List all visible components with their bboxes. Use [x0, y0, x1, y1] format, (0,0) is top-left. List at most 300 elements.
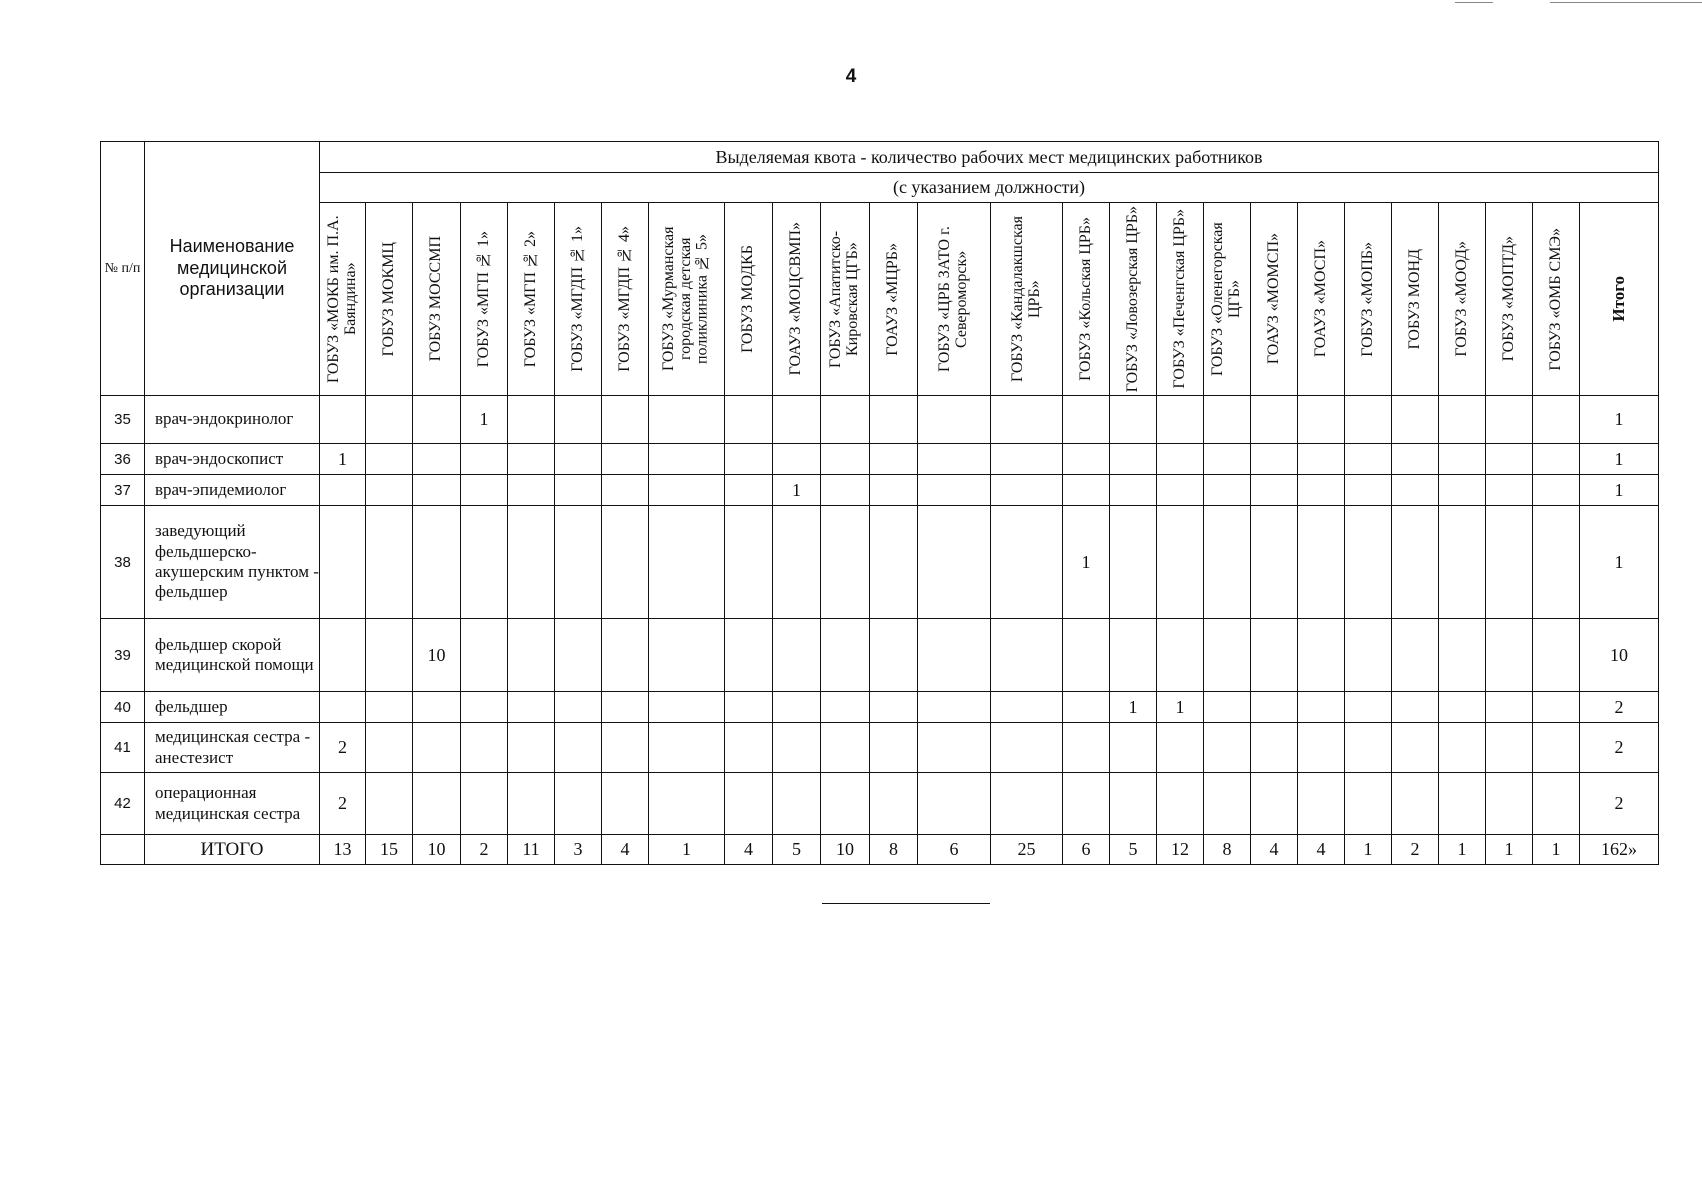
org-column-header — [320, 203, 366, 396]
quota-cell — [821, 619, 870, 692]
quota-cell — [1157, 723, 1204, 773]
org-column-label: ГОБУЗ «ОМБ СМЭ» — [1546, 227, 1564, 371]
quota-cell — [602, 396, 649, 444]
quota-cell — [320, 506, 366, 619]
position-name: операционная медицинская сестра — [145, 773, 320, 835]
org-column-label: ГОБУЗ «Апатитско-Кировская ЦГБ» — [827, 230, 861, 368]
quota-cell — [1204, 506, 1251, 619]
quota-cell — [1251, 444, 1298, 475]
position-name: фельдшер скорой медицинской помощи — [145, 619, 320, 692]
quota-cell — [1439, 396, 1486, 444]
quota-cell — [555, 444, 602, 475]
quota-cell — [555, 619, 602, 692]
header-num: № п/п — [101, 142, 145, 396]
row-number: 36 — [101, 444, 145, 475]
org-column-header — [773, 203, 821, 396]
quota-cell — [870, 773, 918, 835]
totals-cell: 1 — [1439, 835, 1486, 865]
org-column-label: ГОБУЗ «Кольская ЦРБ» — [1076, 217, 1094, 381]
quota-cell — [602, 506, 649, 619]
totals-cell: 4 — [725, 835, 773, 865]
quota-cell — [918, 475, 991, 506]
totals-cell: 6 — [918, 835, 991, 865]
quota-cell — [555, 773, 602, 835]
org-column-header — [1345, 203, 1392, 396]
quota-cell — [918, 723, 991, 773]
quota-cell — [649, 619, 725, 692]
quota-cell — [918, 396, 991, 444]
quota-cell — [773, 619, 821, 692]
quota-cell — [1486, 692, 1533, 723]
quota-cell — [821, 444, 870, 475]
row-number: 37 — [101, 475, 145, 506]
org-column-label: ГОБУЗ МОССМП — [427, 236, 445, 362]
org-column-header — [1251, 203, 1298, 396]
quota-cell — [508, 506, 555, 619]
quota-cell — [649, 692, 725, 723]
org-column-header — [1157, 203, 1204, 396]
org-column-header — [1533, 203, 1580, 396]
quota-cell — [991, 444, 1063, 475]
quota-cell — [1486, 396, 1533, 444]
quota-cell — [555, 692, 602, 723]
org-column-label: ГОБУЗ «ЦРБ ЗАТО г. Североморск» — [936, 226, 970, 372]
quota-cell — [1063, 619, 1110, 692]
quota-cell — [1486, 723, 1533, 773]
quota-cell — [870, 506, 918, 619]
quota-cell — [918, 773, 991, 835]
position-name: заведующий фельдшерско-акушерским пунктом - фельдшер — [145, 506, 320, 619]
totals-label: ИТОГО — [145, 835, 320, 865]
totals-cell: 10 — [821, 835, 870, 865]
org-column-header — [555, 203, 602, 396]
header-quota: Выделяемая квота - количество рабочих мест медицинских работников — [320, 142, 1659, 173]
quota-cell — [1204, 396, 1251, 444]
quota-cell — [508, 444, 555, 475]
quota-cell — [725, 396, 773, 444]
totals-cell: 2 — [1392, 835, 1439, 865]
quota-cell — [366, 475, 413, 506]
quota-cell — [413, 692, 461, 723]
org-column-header — [1392, 203, 1439, 396]
quota-cell — [1486, 444, 1533, 475]
position-name: врач-эндокринолог — [145, 396, 320, 444]
quota-cell — [1486, 475, 1533, 506]
quota-cell — [918, 506, 991, 619]
quota-cell — [1392, 506, 1439, 619]
row-number: 35 — [101, 396, 145, 444]
quota-cell — [1298, 444, 1345, 475]
org-column-label: ГОБУЗ МОНД — [1405, 248, 1423, 350]
org-column-header — [649, 203, 725, 396]
quota-cell — [320, 396, 366, 444]
quota-cell — [602, 692, 649, 723]
totals-cell: 12 — [1157, 835, 1204, 865]
quota-cell: 1 — [1110, 692, 1157, 723]
totals-cell: 5 — [1110, 835, 1157, 865]
quota-cell — [1345, 396, 1392, 444]
quota-cell — [773, 396, 821, 444]
quota-cell — [366, 723, 413, 773]
org-column-label: ГОБУЗ МОДКБ — [739, 245, 757, 353]
grand-total: 162» — [1580, 835, 1659, 865]
quota-cell — [602, 773, 649, 835]
quota-cell — [1298, 692, 1345, 723]
quota-cell — [918, 619, 991, 692]
org-column-label: ГОАУЗ «МОЦСВМП» — [787, 222, 805, 376]
quota-cell — [1392, 692, 1439, 723]
row-total: 1 — [1580, 506, 1659, 619]
quota-cell — [991, 692, 1063, 723]
quota-cell — [725, 444, 773, 475]
quota-cell: 1 — [1063, 506, 1110, 619]
scan-artifact-line — [1550, 2, 1702, 3]
quota-cell: 1 — [320, 444, 366, 475]
quota-cell — [649, 475, 725, 506]
org-column-label: ГОБУЗ «МОКБ им. П.А. Баяндина» — [324, 215, 359, 383]
quota-cell — [413, 773, 461, 835]
quota-cell — [1533, 475, 1580, 506]
quota-cell — [991, 506, 1063, 619]
header-organization-name: Наименование медицинской организации — [145, 142, 320, 396]
totals-cell: 3 — [555, 835, 602, 865]
quota-table — [100, 141, 1659, 865]
totals-cell: 1 — [1345, 835, 1392, 865]
quota-cell — [1392, 396, 1439, 444]
quota-cell — [1345, 692, 1392, 723]
quota-cell — [725, 692, 773, 723]
position-name: врач-эпидемиолог — [145, 475, 320, 506]
quota-cell — [508, 773, 555, 835]
quota-cell — [821, 773, 870, 835]
quota-cell — [1157, 396, 1204, 444]
total-column-label: Итого — [1609, 276, 1629, 322]
quota-cell — [1439, 619, 1486, 692]
quota-cell — [991, 773, 1063, 835]
table-row — [101, 723, 1659, 773]
quota-cell — [1439, 444, 1486, 475]
row-number: 39 — [101, 619, 145, 692]
quota-cell — [366, 773, 413, 835]
org-column-label: ГОБУЗ «Мурманская городская детская поликлиника № 5» — [660, 226, 711, 372]
quota-cell — [725, 506, 773, 619]
total-column-header — [1580, 203, 1659, 396]
quota-cell — [725, 619, 773, 692]
quota-cell — [1533, 444, 1580, 475]
quota-cell — [1392, 773, 1439, 835]
org-column-label: ГОБУЗ МОКМЦ — [379, 241, 397, 357]
totals-cell: 2 — [461, 835, 508, 865]
quota-cell — [1204, 444, 1251, 475]
quota-cell — [821, 506, 870, 619]
org-column-label: ГОБУЗ «Ловозерская ЦРБ» — [1123, 205, 1141, 393]
quota-cell — [870, 475, 918, 506]
quota-cell — [1110, 773, 1157, 835]
quota-cell — [1298, 475, 1345, 506]
quota-cell — [461, 444, 508, 475]
row-number: 41 — [101, 723, 145, 773]
quota-cell — [1345, 619, 1392, 692]
quota-cell — [1439, 723, 1486, 773]
quota-cell — [725, 475, 773, 506]
quota-cell — [508, 723, 555, 773]
org-column-label: ГОАУЗ «МЦРБ» — [884, 242, 902, 356]
quota-cell — [773, 506, 821, 619]
quota-cell — [366, 396, 413, 444]
org-column-header — [602, 203, 649, 396]
quota-cell — [1063, 475, 1110, 506]
totals-cell: 1 — [1486, 835, 1533, 865]
quota-cell — [413, 396, 461, 444]
org-column-label: ГОБУЗ «Кандалакшская ЦРБ» — [1008, 216, 1043, 382]
quota-cell — [1204, 692, 1251, 723]
totals-cell: 25 — [991, 835, 1063, 865]
quota-cell — [870, 723, 918, 773]
quota-cell — [1063, 773, 1110, 835]
quota-cell — [1392, 723, 1439, 773]
quota-cell — [649, 396, 725, 444]
org-column-label: ГОБУЗ «МОПТД» — [1499, 236, 1517, 362]
quota-cell — [1345, 723, 1392, 773]
table-row — [101, 692, 1659, 723]
quota-cell — [1533, 723, 1580, 773]
totals-cell: 1 — [649, 835, 725, 865]
quota-cell — [1345, 773, 1392, 835]
quota-cell — [508, 396, 555, 444]
quota-cell: 2 — [320, 723, 366, 773]
quota-cell — [1533, 619, 1580, 692]
quota-cell — [1345, 475, 1392, 506]
quota-cell — [1251, 396, 1298, 444]
quota-cell — [1251, 506, 1298, 619]
row-number: 42 — [101, 773, 145, 835]
quota-cell — [1533, 773, 1580, 835]
quota-cell — [1439, 475, 1486, 506]
quota-cell — [1345, 444, 1392, 475]
quota-cell — [366, 506, 413, 619]
quota-cell — [1533, 396, 1580, 444]
quota-cell: 1 — [461, 396, 508, 444]
quota-cell — [1251, 475, 1298, 506]
quota-cell — [649, 506, 725, 619]
quota-cell — [991, 475, 1063, 506]
org-column-header — [1204, 203, 1251, 396]
position-name: фельдшер — [145, 692, 320, 723]
quota-cell — [1063, 723, 1110, 773]
scan-artifact-line — [1455, 2, 1493, 3]
quota-cell — [725, 723, 773, 773]
quota-cell — [773, 692, 821, 723]
quota-cell — [1251, 723, 1298, 773]
quota-cell — [1486, 773, 1533, 835]
quota-cell — [991, 619, 1063, 692]
row-total: 1 — [1580, 396, 1659, 444]
totals-cell: 4 — [1251, 835, 1298, 865]
quota-cell — [1251, 619, 1298, 692]
quota-cell — [1157, 444, 1204, 475]
quota-cell: 2 — [320, 773, 366, 835]
table-row — [101, 773, 1659, 835]
quota-cell — [918, 692, 991, 723]
quota-cell — [918, 444, 991, 475]
quota-cell — [1110, 475, 1157, 506]
quota-cell — [1298, 773, 1345, 835]
quota-cell — [320, 619, 366, 692]
row-number: 40 — [101, 692, 145, 723]
quota-cell — [649, 444, 725, 475]
quota-cell — [1392, 475, 1439, 506]
quota-cell — [602, 444, 649, 475]
org-column-header — [821, 203, 870, 396]
totals-cell: 13 — [320, 835, 366, 865]
totals-row — [101, 835, 1659, 865]
quota-cell — [508, 475, 555, 506]
quota-cell — [870, 619, 918, 692]
quota-cell — [461, 773, 508, 835]
org-column-header — [1063, 203, 1110, 396]
quota-cell — [461, 506, 508, 619]
totals-cell: 8 — [1204, 835, 1251, 865]
quota-cell — [773, 444, 821, 475]
quota-cell — [649, 773, 725, 835]
totals-cell: 6 — [1063, 835, 1110, 865]
totals-cell: 4 — [1298, 835, 1345, 865]
org-column-header — [413, 203, 461, 396]
quota-cell — [1157, 619, 1204, 692]
org-column-header — [508, 203, 555, 396]
org-column-header — [918, 203, 991, 396]
position-name: врач-эндоскопист — [145, 444, 320, 475]
quota-cell — [821, 396, 870, 444]
quota-cell — [1392, 444, 1439, 475]
quota-cell — [1110, 506, 1157, 619]
quota-cell: 1 — [1157, 692, 1204, 723]
quota-cell — [821, 723, 870, 773]
quota-cell — [1110, 396, 1157, 444]
quota-cell — [413, 506, 461, 619]
quota-cell — [602, 723, 649, 773]
quota-cell — [1251, 692, 1298, 723]
header-position-note: (с указанием должности) — [320, 173, 1659, 203]
quota-cell — [1298, 506, 1345, 619]
quota-cell — [461, 475, 508, 506]
quota-cell — [1063, 396, 1110, 444]
quota-cell — [773, 773, 821, 835]
quota-cell — [320, 692, 366, 723]
row-total: 1 — [1580, 475, 1659, 506]
org-column-header — [1298, 203, 1345, 396]
quota-cell — [1204, 773, 1251, 835]
row-total: 10 — [1580, 619, 1659, 692]
totals-cell: 11 — [508, 835, 555, 865]
quota-cell — [821, 692, 870, 723]
quota-cell — [1298, 396, 1345, 444]
quota-cell — [773, 723, 821, 773]
table-row — [101, 444, 1659, 475]
quota-cell — [366, 619, 413, 692]
quota-cell — [1063, 444, 1110, 475]
org-column-header — [870, 203, 918, 396]
quota-cell — [1533, 692, 1580, 723]
org-column-label: ГОБУЗ «Печенгская ЦРБ» — [1170, 209, 1188, 389]
table-row — [101, 475, 1659, 506]
quota-cell — [1533, 506, 1580, 619]
quota-cell — [725, 773, 773, 835]
quota-cell — [1392, 619, 1439, 692]
quota-cell — [1439, 773, 1486, 835]
quota-cell — [366, 444, 413, 475]
quota-cell — [320, 475, 366, 506]
org-column-label: ГОБУЗ «Оленегорская ЦГБ» — [1209, 222, 1243, 376]
quota-cell — [1157, 506, 1204, 619]
quota-cell — [413, 723, 461, 773]
totals-cell: 8 — [870, 835, 918, 865]
totals-cell: 5 — [773, 835, 821, 865]
quota-cell — [1439, 692, 1486, 723]
quota-cell: 1 — [773, 475, 821, 506]
quota-cell — [1204, 723, 1251, 773]
org-column-label: ГОАУЗ «МОМСП» — [1264, 233, 1282, 365]
quota-cell — [1486, 506, 1533, 619]
totals-cell: 4 — [602, 835, 649, 865]
quota-cell — [1204, 619, 1251, 692]
totals-num-cell — [101, 835, 145, 865]
page-number: 4 — [845, 66, 857, 87]
quota-cell — [1486, 619, 1533, 692]
quota-cell — [555, 723, 602, 773]
org-column-header — [366, 203, 413, 396]
totals-cell: 15 — [366, 835, 413, 865]
quota-cell — [1298, 723, 1345, 773]
org-column-label: ГОАУЗ «МОСП» — [1311, 240, 1329, 358]
org-column-header — [991, 203, 1063, 396]
quota-cell — [413, 475, 461, 506]
quota-cell — [555, 475, 602, 506]
quota-cell — [508, 692, 555, 723]
quota-cell — [461, 692, 508, 723]
org-column-label: ГОБУЗ «МГП № 1» — [474, 230, 492, 368]
org-column-header — [725, 203, 773, 396]
org-column-label: ГОБУЗ «МГП № 2» — [521, 230, 539, 368]
quota-cell — [1063, 692, 1110, 723]
org-column-label: ГОБУЗ «МООД» — [1452, 241, 1470, 357]
quota-cell — [461, 619, 508, 692]
org-column-label: ГОБУЗ «МОПБ» — [1358, 241, 1376, 357]
end-rule — [822, 903, 990, 904]
quota-cell — [991, 723, 1063, 773]
quota-cell — [602, 475, 649, 506]
quota-cell — [1110, 723, 1157, 773]
quota-cell — [1204, 475, 1251, 506]
org-column-label: ГОБУЗ «МГДП № 4» — [615, 226, 633, 372]
org-column-label: ГОБУЗ «МГДП № 1» — [568, 226, 586, 372]
quota-cell — [508, 619, 555, 692]
quota-cell — [1345, 506, 1392, 619]
quota-cell: 10 — [413, 619, 461, 692]
quota-cell — [991, 396, 1063, 444]
totals-cell: 10 — [413, 835, 461, 865]
row-total: 2 — [1580, 692, 1659, 723]
quota-cell — [555, 396, 602, 444]
quota-cell — [1439, 506, 1486, 619]
table-row — [101, 506, 1659, 619]
org-column-header — [1439, 203, 1486, 396]
row-total: 2 — [1580, 723, 1659, 773]
table-row — [101, 619, 1659, 692]
org-column-header — [1486, 203, 1533, 396]
row-total: 1 — [1580, 444, 1659, 475]
quota-cell — [821, 475, 870, 506]
